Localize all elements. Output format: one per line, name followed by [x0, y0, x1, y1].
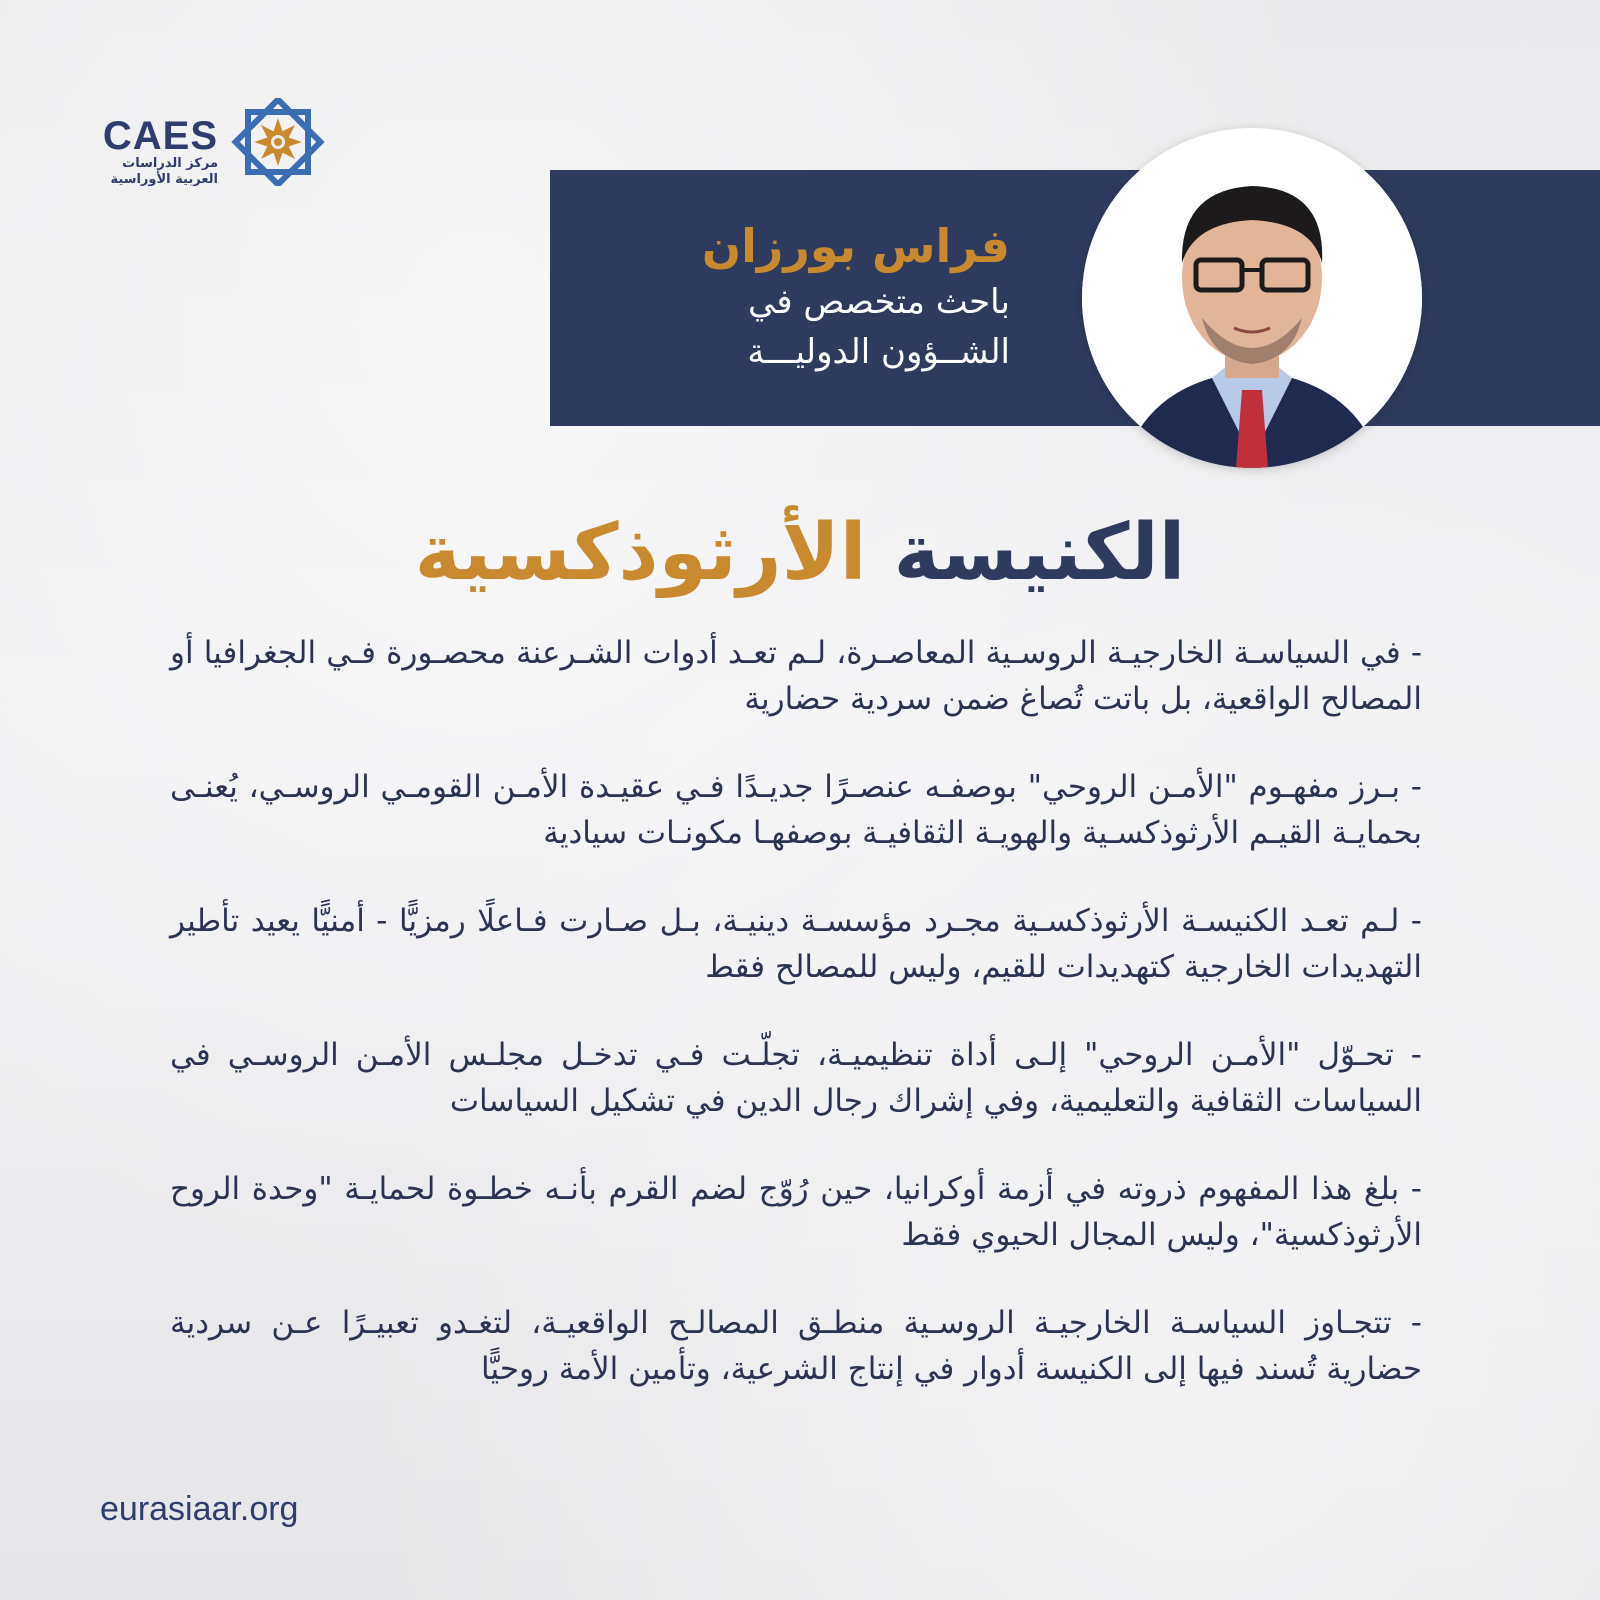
bullet-item: - بلغ هذا المفهوم ذروته في أزمة أوكرانيا، حين رُوّج لضم القرم بأنـه خطـوة لحمايـة "وحدة الروح الأرثوذكسية"، وليس المجال الحيوي فقط: [170, 1171, 1422, 1253]
logo-line-1: مركز الدراسات: [122, 156, 218, 171]
title-part-2: الأرثوذكسية: [414, 508, 867, 598]
logo-acronym: CAES: [102, 114, 218, 158]
page-title: [160, 498, 1440, 608]
author-portrait: [1082, 128, 1422, 468]
bullet-item: - في السياسـة الخارجيـة الروسـية المعاصـرة، لـم تعـد أدوات الشـرعنة محصـورة فـي الجغرافيا أو المصالح الواقعية، بل باتت تُصاغ ضمن سردية حضارية: [170, 635, 1422, 717]
title-part-1: الكنيسة: [893, 508, 1186, 598]
author-role-line-1: باحث متخصص في: [748, 282, 1010, 322]
bullet-item: - تتجـاوز السياسـة الخارجيـة الروسـية منطـق المصالـح الواقعيـة، لتغـدو تعبيـرًا عـن سردية حضارية تُسند فيها إلى الكنيسة أدوار في إنتاج الشرعية، وتأمين الأمة روحيًّا: [170, 1305, 1422, 1387]
website-url: eurasiaar.org: [100, 1490, 299, 1528]
author-name: فراس بورزان: [701, 219, 1010, 273]
logo-text: [88, 116, 218, 188]
bullet-item: - لـم تعـد الكنيسـة الأرثوذكسـية مجـرد مؤسسـة دينيـة، بـل صـارت فـاعلًا رمزيًّا - أمنيًّا يعيد تأطير التهديدات الخارجية كتهديدات للقيم، وليس للمصالح فقط: [170, 903, 1422, 985]
bullet-item: - تحـوّل "الأمـن الروحي" إلـى أداة تنظيميـة، تجلّـت فـي تدخـل مجلـس الأمـن الروسـي في السياسات الثقافية والتعليمية، وفي إشراك رجال الدين في تشكيل السياسات: [170, 1037, 1422, 1119]
bullet-item: - بـرز مفهـوم "الأمـن الروحي" بوصفـه عنصـرًا جديـدًا فـي عقيـدة الأمـن القومـي الروسـي، يُعنـى بحمايـة القيـم الأرثوذكسـية والهويـة الثقافيـة بوصفهـا مكونـات سيادية: [170, 769, 1422, 851]
author-role-line-2: الشــؤون الدوليـــة: [747, 332, 1010, 372]
author-info: [630, 215, 1010, 377]
logo-line-2: العربية الأوراسية: [110, 172, 218, 187]
caes-logo: [88, 98, 338, 188]
eight-point-star-icon: [222, 98, 334, 186]
bullet-list: [170, 630, 1422, 1434]
